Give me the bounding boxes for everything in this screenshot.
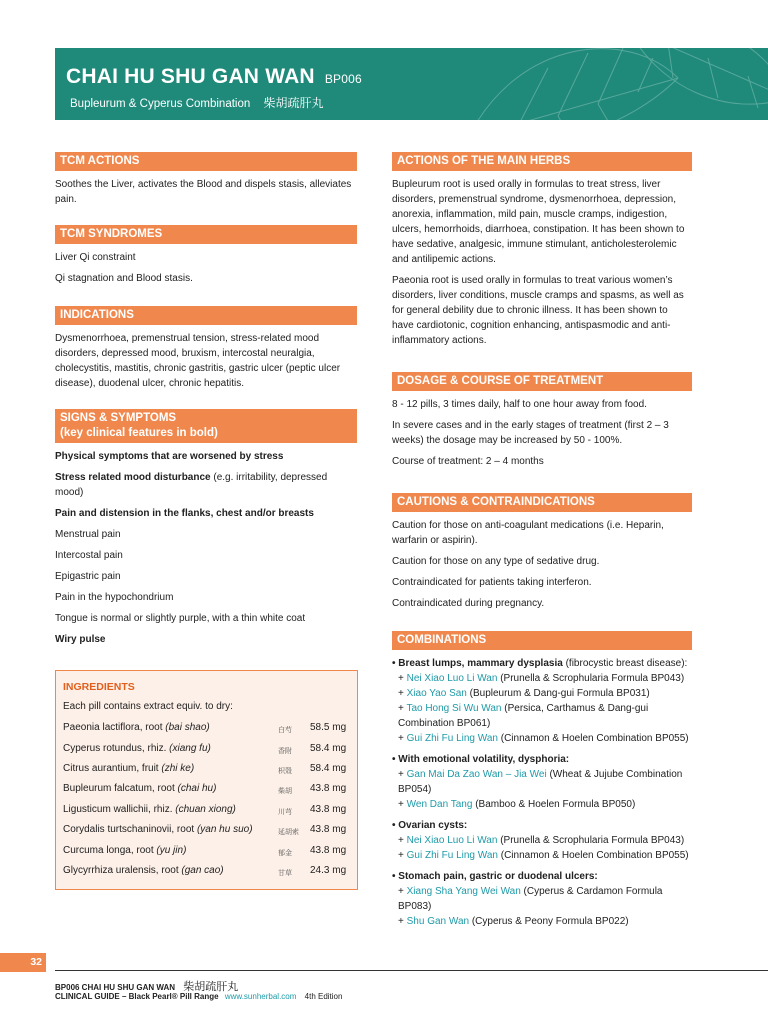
symptom-text: (e.g. irritability, depressed mood) <box>55 472 328 498</box>
symptom-item: Intercostal pain <box>55 550 123 561</box>
ingredient-row <box>63 743 351 757</box>
symptom-item: Epigastric pain <box>55 571 121 582</box>
combinations-list <box>392 656 692 929</box>
ingredient-name: Curcuma longa, root (yu jin) <box>63 845 187 856</box>
indications-text: Dysmenorrhoea, premenstrual tension, stress-related mood disorders, depressed mood, bruxism, intercostal neuralgia, cholecystitis, mastitis, chronic gastritis, gastric ulcer (peptic ulcer disease), duodenal ulcer, chronic hepatitis. <box>55 333 341 389</box>
caution-paragraph: Caution for those on anti-coagulant medications (i.e. Heparin, warfarin or aspirin). <box>392 520 664 546</box>
combination-group <box>392 818 692 863</box>
ingredient-amount: 43.8 mg <box>310 783 347 794</box>
ingredient-amount: 58.5 mg <box>310 722 347 733</box>
syndrome-item: Qi stagnation and Blood stasis. <box>55 273 193 284</box>
formula-link[interactable]: Gan Mai Da Zao Wan – Jia Wei <box>406 769 547 780</box>
leaf-pattern-decoration <box>428 48 768 120</box>
dosage-paragraph: In severe cases and in the early stages of treatment (first 2 – 3 weeks) the dosage may be increased by 50 - 100%. <box>392 420 669 446</box>
footer-guide-title: CLINICAL GUIDE – Black Pearl® Pill Range <box>55 992 219 1001</box>
combination-item: + Xiao Yao San (Bupleurum & Dang-gui Formula BP031) <box>398 688 650 699</box>
combination-condition: • Breast lumps, mammary dysplasia (fibrocystic breast disease): <box>392 658 688 669</box>
tcm-actions-text: Soothes the Liver, activates the Blood and dispels stasis, alleviates pain. <box>55 179 352 205</box>
section-heading-combinations: COMBINATIONS <box>392 631 692 650</box>
ingredient-chinese: 甘草 <box>278 870 292 877</box>
ingredients-box <box>55 670 358 890</box>
combination-item: + Gui Zhi Fu Ling Wan (Cinnamon & Hoelen Combination BP055) <box>398 733 689 744</box>
combination-condition: • Ovarian cysts: <box>392 820 468 831</box>
symptom-item: Wiry pulse <box>55 634 106 645</box>
signs-heading-line1: SIGNS & SYMPTOMS <box>60 412 177 424</box>
signs-heading-line2: (key clinical features in bold) <box>60 427 218 439</box>
combination-group <box>392 656 692 746</box>
section-heading-tcm-syndromes: TCM SYNDROMES <box>55 225 357 244</box>
symptom-bold-text: Stress related mood disturbance <box>55 472 211 483</box>
ingredient-chinese: 白芍 <box>278 727 292 734</box>
combination-item: + Gui Zhi Fu Ling Wan (Cinnamon & Hoelen Combination BP055) <box>398 850 689 861</box>
formula-link[interactable]: Nei Xiao Luo Li Wan <box>406 835 498 846</box>
caution-paragraph: Caution for those on any type of sedative drug. <box>392 556 600 567</box>
dosage-paragraph: 8 - 12 pills, 3 times daily, half to one hour away from food. <box>392 399 647 410</box>
page-number: 32 <box>0 953 46 972</box>
ingredient-row <box>63 804 351 818</box>
ingredient-chinese: 柴胡 <box>278 788 292 795</box>
combination-condition: • With emotional volatility, dysphoria: <box>392 754 570 765</box>
chinese-name: 柴胡疏肝丸 <box>263 96 324 110</box>
ingredient-row <box>63 722 351 736</box>
title-banner <box>55 48 768 120</box>
combination-group <box>392 869 692 929</box>
herb-actions-paragraph: Bupleurum root is used orally in formulas to treat stress, liver disorders, premenstrual syndrome, dysmenorrhoea, depression, anorexia, inflammation, mild pain, muscle cramps, indigestion, ulcers, hemorrhoids, diarrhoea, constipation. It has been shown to have sedative, analgesic, immune stimulant, anticholesterolemic and antilipemic actions. <box>392 179 685 265</box>
ingredient-amount: 58.4 mg <box>310 743 347 754</box>
left-column <box>55 152 357 653</box>
symptom-item: Pain in the hypochondrium <box>55 592 174 603</box>
symptom-item: Tongue is normal or slightly purple, with a thin white coat <box>55 613 306 624</box>
symptom-item <box>55 470 357 500</box>
ingredient-name: Citrus aurantium, fruit (zhi ke) <box>63 763 195 774</box>
formula-link[interactable]: Xiao Yao San <box>406 688 467 699</box>
formula-link[interactable]: Wen Dan Tang <box>406 799 473 810</box>
ingredient-chinese: 郁金 <box>278 850 292 857</box>
ingredient-row <box>63 783 351 797</box>
ingredient-row <box>63 865 351 879</box>
formula-link[interactable]: Xiang Sha Yang Wei Wan <box>406 886 521 897</box>
ingredient-amount: 43.8 mg <box>310 824 347 835</box>
section-heading-signs-symptoms <box>55 409 357 443</box>
ingredient-name: Paeonia lactiflora, root (bai shao) <box>63 722 210 733</box>
caution-paragraph: Contraindicated for patients taking interferon. <box>392 577 592 588</box>
symptom-item: Menstrual pain <box>55 529 121 540</box>
ingredient-amount: 58.4 mg <box>310 763 347 774</box>
ingredient-chinese: 香附 <box>278 748 292 755</box>
formula-link[interactable]: Shu Gan Wan <box>406 916 470 927</box>
ingredient-name: Ligusticum wallichii, rhiz. (chuan xiong) <box>63 804 236 815</box>
ingredient-row <box>63 824 351 838</box>
footer-divider <box>55 970 768 971</box>
footer-guide-line <box>55 992 342 1001</box>
caution-paragraph: Contraindicated during pregnancy. <box>392 598 545 609</box>
section-heading-actions-main-herbs: ACTIONS OF THE MAIN HERBS <box>392 152 692 171</box>
formula-link[interactable]: Tao Hong Si Wu Wan <box>406 703 502 714</box>
symptom-item: Physical symptoms that are worsened by stress <box>55 451 284 462</box>
section-heading-indications: INDICATIONS <box>55 306 357 325</box>
footer-edition: 4th Edition <box>304 992 343 1001</box>
ingredient-amount: 43.8 mg <box>310 804 347 815</box>
combination-item: + Nei Xiao Luo Li Wan (Prunella & Scrophularia Formula BP043) <box>398 673 685 684</box>
symptom-item: Pain and distension in the flanks, chest and/or breasts <box>55 508 314 519</box>
formula-name: CHAI HU SHU GAN WAN <box>66 65 315 88</box>
section-heading-dosage: DOSAGE & COURSE OF TREATMENT <box>392 372 692 391</box>
right-column <box>392 152 692 935</box>
combination-item: + Tao Hong Si Wu Wan (Persica, Carthamus & Dang-gui Combination BP061) <box>398 703 649 729</box>
english-name: Bupleurum & Cyperus Combination <box>70 98 251 110</box>
combination-item: + Nei Xiao Luo Li Wan (Prunella & Scrophularia Formula BP043) <box>398 835 685 846</box>
ingredient-chinese: 延胡索 <box>278 829 299 836</box>
formula-link[interactable]: Gui Zhi Fu Ling Wan <box>406 850 498 861</box>
ingredient-amount: 43.8 mg <box>310 845 347 856</box>
ingredient-name: Corydalis turtschaninovii, root (yan hu suo) <box>63 824 253 835</box>
section-heading-cautions: CAUTIONS & CONTRAINDICATIONS <box>392 493 692 512</box>
formula-code: BP006 <box>324 72 362 86</box>
footer-website-link[interactable]: www.sunherbal.com <box>224 992 297 1001</box>
footer-formula-name: BP006 CHAI HU SHU GAN WAN <box>55 983 176 992</box>
page-subtitle <box>70 94 323 111</box>
ingredient-chinese: 川芎 <box>278 809 292 816</box>
ingredient-chinese: 枳殼 <box>278 768 292 775</box>
ingredients-heading: INGREDIENTS <box>63 681 135 693</box>
ingredients-intro: Each pill contains extract equiv. to dry: <box>63 701 233 712</box>
formula-link[interactable]: Gui Zhi Fu Ling Wan <box>406 733 498 744</box>
section-heading-tcm-actions: TCM ACTIONS <box>55 152 357 171</box>
syndrome-item: Liver Qi constraint <box>55 252 136 263</box>
combination-item: + Shu Gan Wan (Cyperus & Peony Formula BP022) <box>398 916 629 927</box>
footer-chinese-name: 柴胡疏肝丸 <box>183 981 239 993</box>
combination-item: + Wen Dan Tang (Bamboo & Hoelen Formula BP050) <box>398 799 636 810</box>
combination-group <box>392 752 692 812</box>
ingredient-row <box>63 763 351 777</box>
herb-actions-paragraph: Paeonia root is used orally in formulas to treat various women’s disorders, liver conditions, muscle cramps and spasms, as well as for general debility due to chronic illness. It has been shown to have cardiotonic, cognition enhancing, antispasmodic and anti-inflammatory actions. <box>392 275 684 346</box>
combination-item: + Gan Mai Da Zao Wan – Jia Wei (Wheat & Jujube Combination BP054) <box>398 769 683 795</box>
ingredient-row <box>63 845 351 859</box>
dosage-paragraph: Course of treatment: 2 – 4 months <box>392 456 544 467</box>
ingredient-name: Glycyrrhiza uralensis, root (gan cao) <box>63 865 224 876</box>
ingredient-name: Bupleurum falcatum, root (chai hu) <box>63 783 217 794</box>
combination-item: + Xiang Sha Yang Wei Wan (Cyperus & Cardamon Formula BP083) <box>398 886 663 912</box>
ingredient-amount: 24.3 mg <box>310 865 347 876</box>
combination-condition: • Stomach pain, gastric or duodenal ulcers: <box>392 871 598 882</box>
formula-link[interactable]: Nei Xiao Luo Li Wan <box>406 673 498 684</box>
page-title <box>66 65 362 89</box>
ingredient-name: Cyperus rotundus, rhiz. (xiang fu) <box>63 743 211 754</box>
